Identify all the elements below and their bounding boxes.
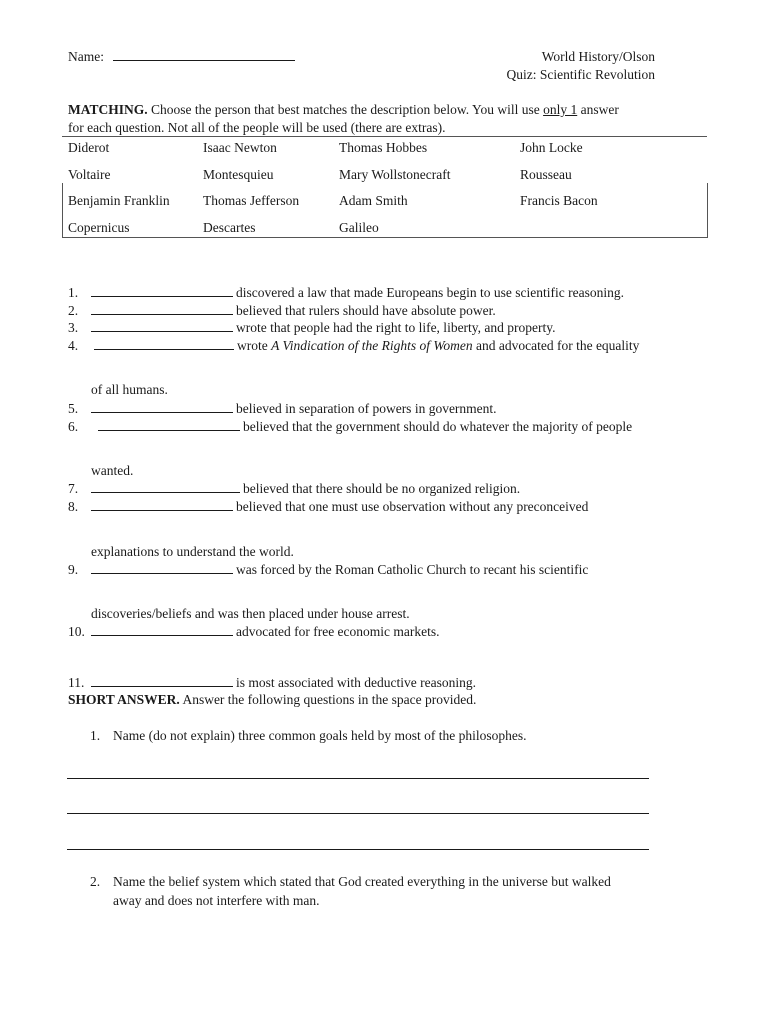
sa-question-2-line2: away and does not interfere with man. [113, 893, 320, 908]
question-6-continued: wanted. [91, 463, 134, 478]
answer-blank[interactable] [91, 561, 233, 574]
word-bank-item: Benjamin Franklin [68, 193, 170, 208]
answer-blank[interactable] [98, 418, 240, 431]
word-bank-item: Thomas Jefferson [203, 193, 300, 208]
answer-line[interactable] [67, 778, 649, 779]
word-bank-item: Galileo [339, 219, 379, 235]
question-number: 7. [68, 481, 79, 496]
question-number: 5. [68, 401, 79, 416]
question-number: 8. [68, 499, 79, 514]
word-bank-item: John Locke [520, 140, 583, 155]
answer-blank[interactable] [94, 337, 234, 350]
short-answer-heading: SHORT ANSWER. [68, 692, 180, 707]
matching-instr-b: answer [577, 102, 619, 117]
question-3 [91, 319, 556, 336]
word-bank-item: Descartes [203, 219, 256, 235]
matching-instructions [68, 101, 619, 118]
name-label-row [68, 48, 298, 65]
short-answer-instr: Answer the following questions in the space provided. [179, 692, 477, 707]
question-text: advocated for free economic markets. [236, 624, 440, 639]
question-text: and advocated for the equality [472, 338, 640, 353]
matching-instr-only: only 1 [543, 102, 578, 117]
sa-question-number: 1. [90, 728, 101, 743]
answer-blank[interactable] [91, 674, 233, 687]
question-10 [91, 623, 440, 640]
word-bank-item: Mary Wollstonecraft [339, 166, 451, 182]
question-text: is most associated with deductive reasoning. [236, 675, 476, 690]
question-number: 4. [68, 338, 79, 353]
question-text: believed that the government should do whatever the majority of people [243, 419, 633, 434]
name-blank[interactable] [113, 48, 295, 61]
word-bank-top-rule [62, 136, 707, 137]
question-number: 9. [68, 562, 79, 577]
question-5 [91, 400, 497, 417]
question-1 [91, 284, 624, 301]
question-number: 10. [68, 624, 85, 639]
answer-blank[interactable] [91, 498, 233, 511]
word-bank-item: Rousseau [520, 166, 572, 182]
question-number: 1. [68, 285, 79, 300]
word-bank-item: Copernicus [68, 219, 130, 235]
question-number: 11. [68, 675, 85, 690]
question-number: 6. [68, 419, 79, 434]
word-bank [68, 139, 708, 245]
answer-line[interactable] [67, 849, 649, 850]
answer-blank[interactable] [91, 400, 233, 413]
question-text: believed in separation of powers in government. [236, 401, 497, 416]
book-title: A Vindication of the Rights of Women [271, 338, 473, 353]
answer-blank[interactable] [91, 319, 233, 332]
answer-blank[interactable] [91, 284, 233, 297]
word-bank-item [520, 219, 708, 246]
question-text: believed that one must use observation without any preconceived [236, 499, 589, 514]
matching-instructions-line2: for each question. Not all of the people will be used (there are extras). [68, 120, 446, 135]
question-text: wrote that people had the right to life, liberty, and property. [236, 320, 556, 335]
question-4 [94, 337, 639, 354]
question-9 [91, 561, 588, 578]
word-bank-item: Thomas Hobbes [339, 140, 428, 155]
sa-question-1: Name (do not explain) three common goals held by most of the philosophes. [113, 728, 527, 743]
question-7 [91, 480, 520, 497]
question-number: 3. [68, 320, 79, 335]
question-text: believed that there should be no organized religion. [243, 481, 521, 496]
question-text: believed that rulers should have absolute power. [236, 303, 496, 318]
question-number: 2. [68, 303, 79, 318]
sa-question-number: 2. [90, 874, 101, 889]
word-bank-item: Adam Smith [339, 193, 408, 208]
question-text: wrote [237, 338, 272, 353]
question-4-continued: of all humans. [91, 382, 168, 397]
word-bank-item: Montesquieu [203, 166, 274, 182]
sa-question-2-line1: Name the belief system which stated that God created everything in the universe but walked [113, 874, 611, 889]
question-9-continued: discoveries/beliefs and was then placed under house arrest. [91, 606, 410, 621]
question-11 [91, 674, 476, 691]
word-bank-item: Francis Bacon [520, 193, 598, 208]
question-text: was forced by the Roman Catholic Church to recant his scientific [236, 562, 589, 577]
question-6 [98, 418, 632, 435]
answer-blank[interactable] [91, 302, 233, 315]
course-title: World History/Olson [541, 49, 655, 64]
question-8 [91, 498, 588, 515]
name-label: Name: [68, 49, 104, 64]
question-8-continued: explanations to understand the world. [91, 544, 294, 559]
question-2 [91, 302, 496, 319]
answer-line[interactable] [67, 813, 649, 814]
word-bank-item: Diderot [68, 140, 110, 155]
quiz-title: Quiz: Scientific Revolution [506, 67, 655, 82]
matching-instr-a: Choose the person that best matches the description below. You will use [147, 102, 544, 117]
short-answer-instructions [68, 691, 476, 708]
word-bank-item: Isaac Newton [203, 140, 277, 155]
question-text: discovered a law that made Europeans begin to use scientific reasoning. [236, 285, 624, 300]
answer-blank[interactable] [91, 480, 240, 493]
word-bank-item: Voltaire [68, 166, 111, 182]
matching-heading: MATCHING. [68, 102, 148, 117]
answer-blank[interactable] [91, 623, 233, 636]
